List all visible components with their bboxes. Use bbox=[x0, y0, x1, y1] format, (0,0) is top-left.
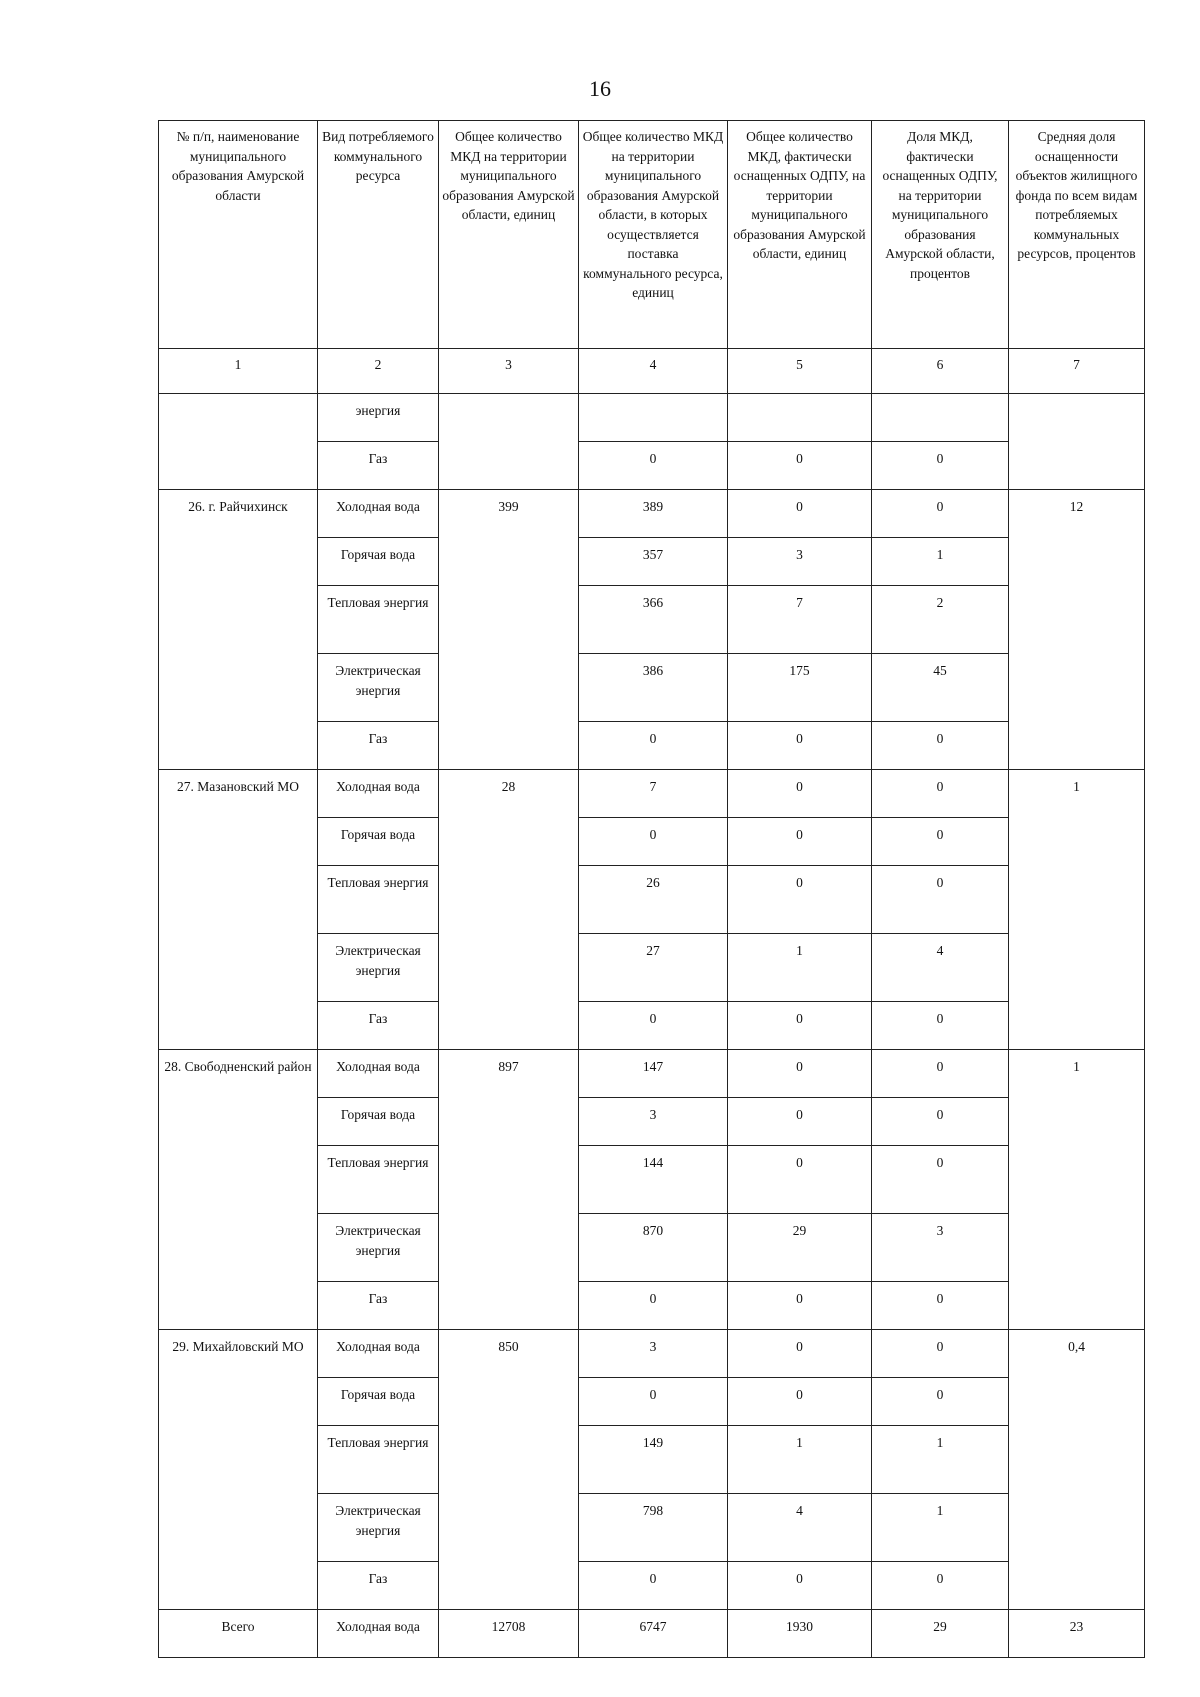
equipped-share-cell: 1 bbox=[872, 1426, 1009, 1494]
supplied-mkd-cell: 147 bbox=[579, 1050, 728, 1098]
equipped-mkd-cell: 3 bbox=[728, 538, 872, 586]
resource-cell: Горячая вода bbox=[318, 1378, 439, 1426]
equipped-share-cell: 1 bbox=[872, 538, 1009, 586]
resource-cell: Газ bbox=[318, 1002, 439, 1050]
equipped-share-cell bbox=[872, 394, 1009, 442]
average-share-cell: 1 bbox=[1009, 1050, 1145, 1330]
equipped-share-cell: 2 bbox=[872, 586, 1009, 654]
supplied-mkd-cell: 0 bbox=[579, 818, 728, 866]
supplied-mkd-cell: 366 bbox=[579, 586, 728, 654]
equipped-share-cell: 0 bbox=[872, 1378, 1009, 1426]
municipality-cell: 28. Свободненский район bbox=[159, 1050, 318, 1330]
equipped-mkd-cell: 0 bbox=[728, 866, 872, 934]
equipped-mkd-cell bbox=[728, 394, 872, 442]
municipality-cell: 26. г. Райчихинск bbox=[159, 490, 318, 770]
supplied-mkd-cell: 870 bbox=[579, 1214, 728, 1282]
column-number: 6 bbox=[872, 349, 1009, 394]
equipped-mkd-cell: 0 bbox=[728, 1146, 872, 1214]
equipped-share-cell: 4 bbox=[872, 934, 1009, 1002]
total-label-cell: Всего bbox=[159, 1610, 318, 1658]
total-mkd-cell: 399 bbox=[439, 490, 579, 770]
equipped-mkd-cell: 4 bbox=[728, 1494, 872, 1562]
header-resource-type: Вид потребляемого коммунального ресурса bbox=[318, 121, 439, 349]
resource-cell: Газ bbox=[318, 442, 439, 490]
resource-cell: Холодная вода bbox=[318, 1330, 439, 1378]
header-equipped-share: Доля МКД, фактически оснащенных ОДПУ, на территории муниципального образования Амурской области, процентов bbox=[872, 121, 1009, 349]
equipped-share-cell: 0 bbox=[872, 722, 1009, 770]
average-share-cell bbox=[1009, 394, 1145, 490]
header-municipality: № п/п, наименование муниципального образования Амурской области bbox=[159, 121, 318, 349]
total-mkd-cell: 897 bbox=[439, 1050, 579, 1330]
equipped-share-cell: 1 bbox=[872, 1494, 1009, 1562]
table-row bbox=[159, 490, 1145, 538]
odpu-equipment-table bbox=[158, 120, 1145, 1658]
resource-cell: Электрическая энергия bbox=[318, 934, 439, 1002]
average-share-cell: 12 bbox=[1009, 490, 1145, 770]
total-mkd-cell: 12708 bbox=[439, 1610, 579, 1658]
supplied-mkd-cell: 357 bbox=[579, 538, 728, 586]
equipped-share-cell: 3 bbox=[872, 1214, 1009, 1282]
supplied-mkd-cell: 7 bbox=[579, 770, 728, 818]
equipped-share-cell: 0 bbox=[872, 1146, 1009, 1214]
total-mkd-cell: 28 bbox=[439, 770, 579, 1050]
supplied-mkd-cell: 0 bbox=[579, 1002, 728, 1050]
equipped-mkd-cell: 0 bbox=[728, 1050, 872, 1098]
total-mkd-cell: 850 bbox=[439, 1330, 579, 1610]
supplied-mkd-cell: 0 bbox=[579, 722, 728, 770]
resource-cell: Холодная вода bbox=[318, 770, 439, 818]
equipped-mkd-cell: 175 bbox=[728, 654, 872, 722]
supplied-mkd-cell: 26 bbox=[579, 866, 728, 934]
equipped-mkd-cell: 7 bbox=[728, 586, 872, 654]
column-number: 1 bbox=[159, 349, 318, 394]
equipped-share-cell: 29 bbox=[872, 1610, 1009, 1658]
resource-cell: Электрическая энергия bbox=[318, 1494, 439, 1562]
resource-cell: Газ bbox=[318, 722, 439, 770]
column-number: 3 bbox=[439, 349, 579, 394]
equipped-mkd-cell: 0 bbox=[728, 442, 872, 490]
equipped-mkd-cell: 1 bbox=[728, 1426, 872, 1494]
equipped-share-cell: 0 bbox=[872, 1002, 1009, 1050]
supplied-mkd-cell: 0 bbox=[579, 442, 728, 490]
resource-cell: Горячая вода bbox=[318, 538, 439, 586]
header-row bbox=[159, 121, 1145, 349]
resource-cell: Холодная вода bbox=[318, 1610, 439, 1658]
equipped-share-cell: 45 bbox=[872, 654, 1009, 722]
supplied-mkd-cell: 0 bbox=[579, 1562, 728, 1610]
resource-cell: Электрическая энергия bbox=[318, 1214, 439, 1282]
resource-cell: Холодная вода bbox=[318, 1050, 439, 1098]
column-number: 4 bbox=[579, 349, 728, 394]
average-share-cell: 1 bbox=[1009, 770, 1145, 1050]
supplied-mkd-cell: 144 bbox=[579, 1146, 728, 1214]
equipped-mkd-cell: 0 bbox=[728, 490, 872, 538]
column-number: 2 bbox=[318, 349, 439, 394]
equipped-mkd-cell: 29 bbox=[728, 1214, 872, 1282]
equipped-share-cell: 0 bbox=[872, 818, 1009, 866]
equipped-share-cell: 0 bbox=[872, 1562, 1009, 1610]
header-total-mkd: Общее количество МКД на территории муниципального образования Амурской области, единиц bbox=[439, 121, 579, 349]
supplied-mkd-cell: 27 bbox=[579, 934, 728, 1002]
equipped-share-cell: 0 bbox=[872, 442, 1009, 490]
equipped-mkd-cell: 0 bbox=[728, 1098, 872, 1146]
municipality-cell: 29. Михайловский МО bbox=[159, 1330, 318, 1610]
column-number: 5 bbox=[728, 349, 872, 394]
supplied-mkd-cell bbox=[579, 394, 728, 442]
resource-cell: Тепловая энергия bbox=[318, 866, 439, 934]
resource-cell: Холодная вода bbox=[318, 490, 439, 538]
municipality-cell: 27. Мазановский МО bbox=[159, 770, 318, 1050]
table-row bbox=[159, 1050, 1145, 1098]
resource-cell: Горячая вода bbox=[318, 1098, 439, 1146]
average-share-cell: 23 bbox=[1009, 1610, 1145, 1658]
resource-cell: Горячая вода bbox=[318, 818, 439, 866]
equipped-mkd-cell: 0 bbox=[728, 722, 872, 770]
supplied-mkd-cell: 389 bbox=[579, 490, 728, 538]
supplied-mkd-cell: 0 bbox=[579, 1282, 728, 1330]
equipped-share-cell: 0 bbox=[872, 1330, 1009, 1378]
equipped-share-cell: 0 bbox=[872, 866, 1009, 934]
equipped-share-cell: 0 bbox=[872, 1050, 1009, 1098]
equipped-mkd-cell: 0 bbox=[728, 1562, 872, 1610]
equipped-mkd-cell: 0 bbox=[728, 1378, 872, 1426]
average-share-cell: 0,4 bbox=[1009, 1330, 1145, 1610]
equipped-mkd-cell: 0 bbox=[728, 1282, 872, 1330]
column-number: 7 bbox=[1009, 349, 1145, 394]
table-row bbox=[159, 1330, 1145, 1378]
resource-cell: Тепловая энергия bbox=[318, 1426, 439, 1494]
municipality-cell bbox=[159, 394, 318, 490]
total-row bbox=[159, 1610, 1145, 1658]
supplied-mkd-cell: 3 bbox=[579, 1098, 728, 1146]
table-row bbox=[159, 394, 1145, 442]
equipped-share-cell: 0 bbox=[872, 490, 1009, 538]
resource-cell: Электрическая энергия bbox=[318, 654, 439, 722]
equipped-share-cell: 0 bbox=[872, 1282, 1009, 1330]
equipped-mkd-cell: 0 bbox=[728, 1002, 872, 1050]
equipped-mkd-cell: 0 bbox=[728, 1330, 872, 1378]
supplied-mkd-cell: 386 bbox=[579, 654, 728, 722]
supplied-mkd-cell: 149 bbox=[579, 1426, 728, 1494]
equipped-mkd-cell: 1 bbox=[728, 934, 872, 1002]
resource-cell: Тепловая энергия bbox=[318, 586, 439, 654]
table-row bbox=[159, 770, 1145, 818]
page-number: 16 bbox=[589, 76, 611, 101]
supplied-mkd-cell: 798 bbox=[579, 1494, 728, 1562]
supplied-mkd-cell: 6747 bbox=[579, 1610, 728, 1658]
supplied-mkd-cell: 3 bbox=[579, 1330, 728, 1378]
resource-cell: Тепловая энергия bbox=[318, 1146, 439, 1214]
equipped-mkd-cell: 1930 bbox=[728, 1610, 872, 1658]
header-supplied-mkd: Общее количество МКД на территории муниципального образования Амурской области, в которых осуществляется поставка коммунального ресурса, единиц bbox=[579, 121, 728, 349]
resource-cell: Газ bbox=[318, 1282, 439, 1330]
supplied-mkd-cell: 0 bbox=[579, 1378, 728, 1426]
total-mkd-cell bbox=[439, 394, 579, 490]
column-number-row bbox=[159, 349, 1145, 394]
equipped-share-cell: 0 bbox=[872, 1098, 1009, 1146]
equipped-mkd-cell: 0 bbox=[728, 818, 872, 866]
equipped-mkd-cell: 0 bbox=[728, 770, 872, 818]
header-average-share: Средняя доля оснащенности объектов жилищного фонда по всем видам потребляемых коммунальных ресурсов, процентов bbox=[1009, 121, 1145, 349]
resource-cell: Газ bbox=[318, 1562, 439, 1610]
header-equipped-mkd: Общее количество МКД, фактически оснащенных ОДПУ, на территории муниципального образования Амурской области, единиц bbox=[728, 121, 872, 349]
equipped-share-cell: 0 bbox=[872, 770, 1009, 818]
resource-cell: энергия bbox=[318, 394, 439, 442]
